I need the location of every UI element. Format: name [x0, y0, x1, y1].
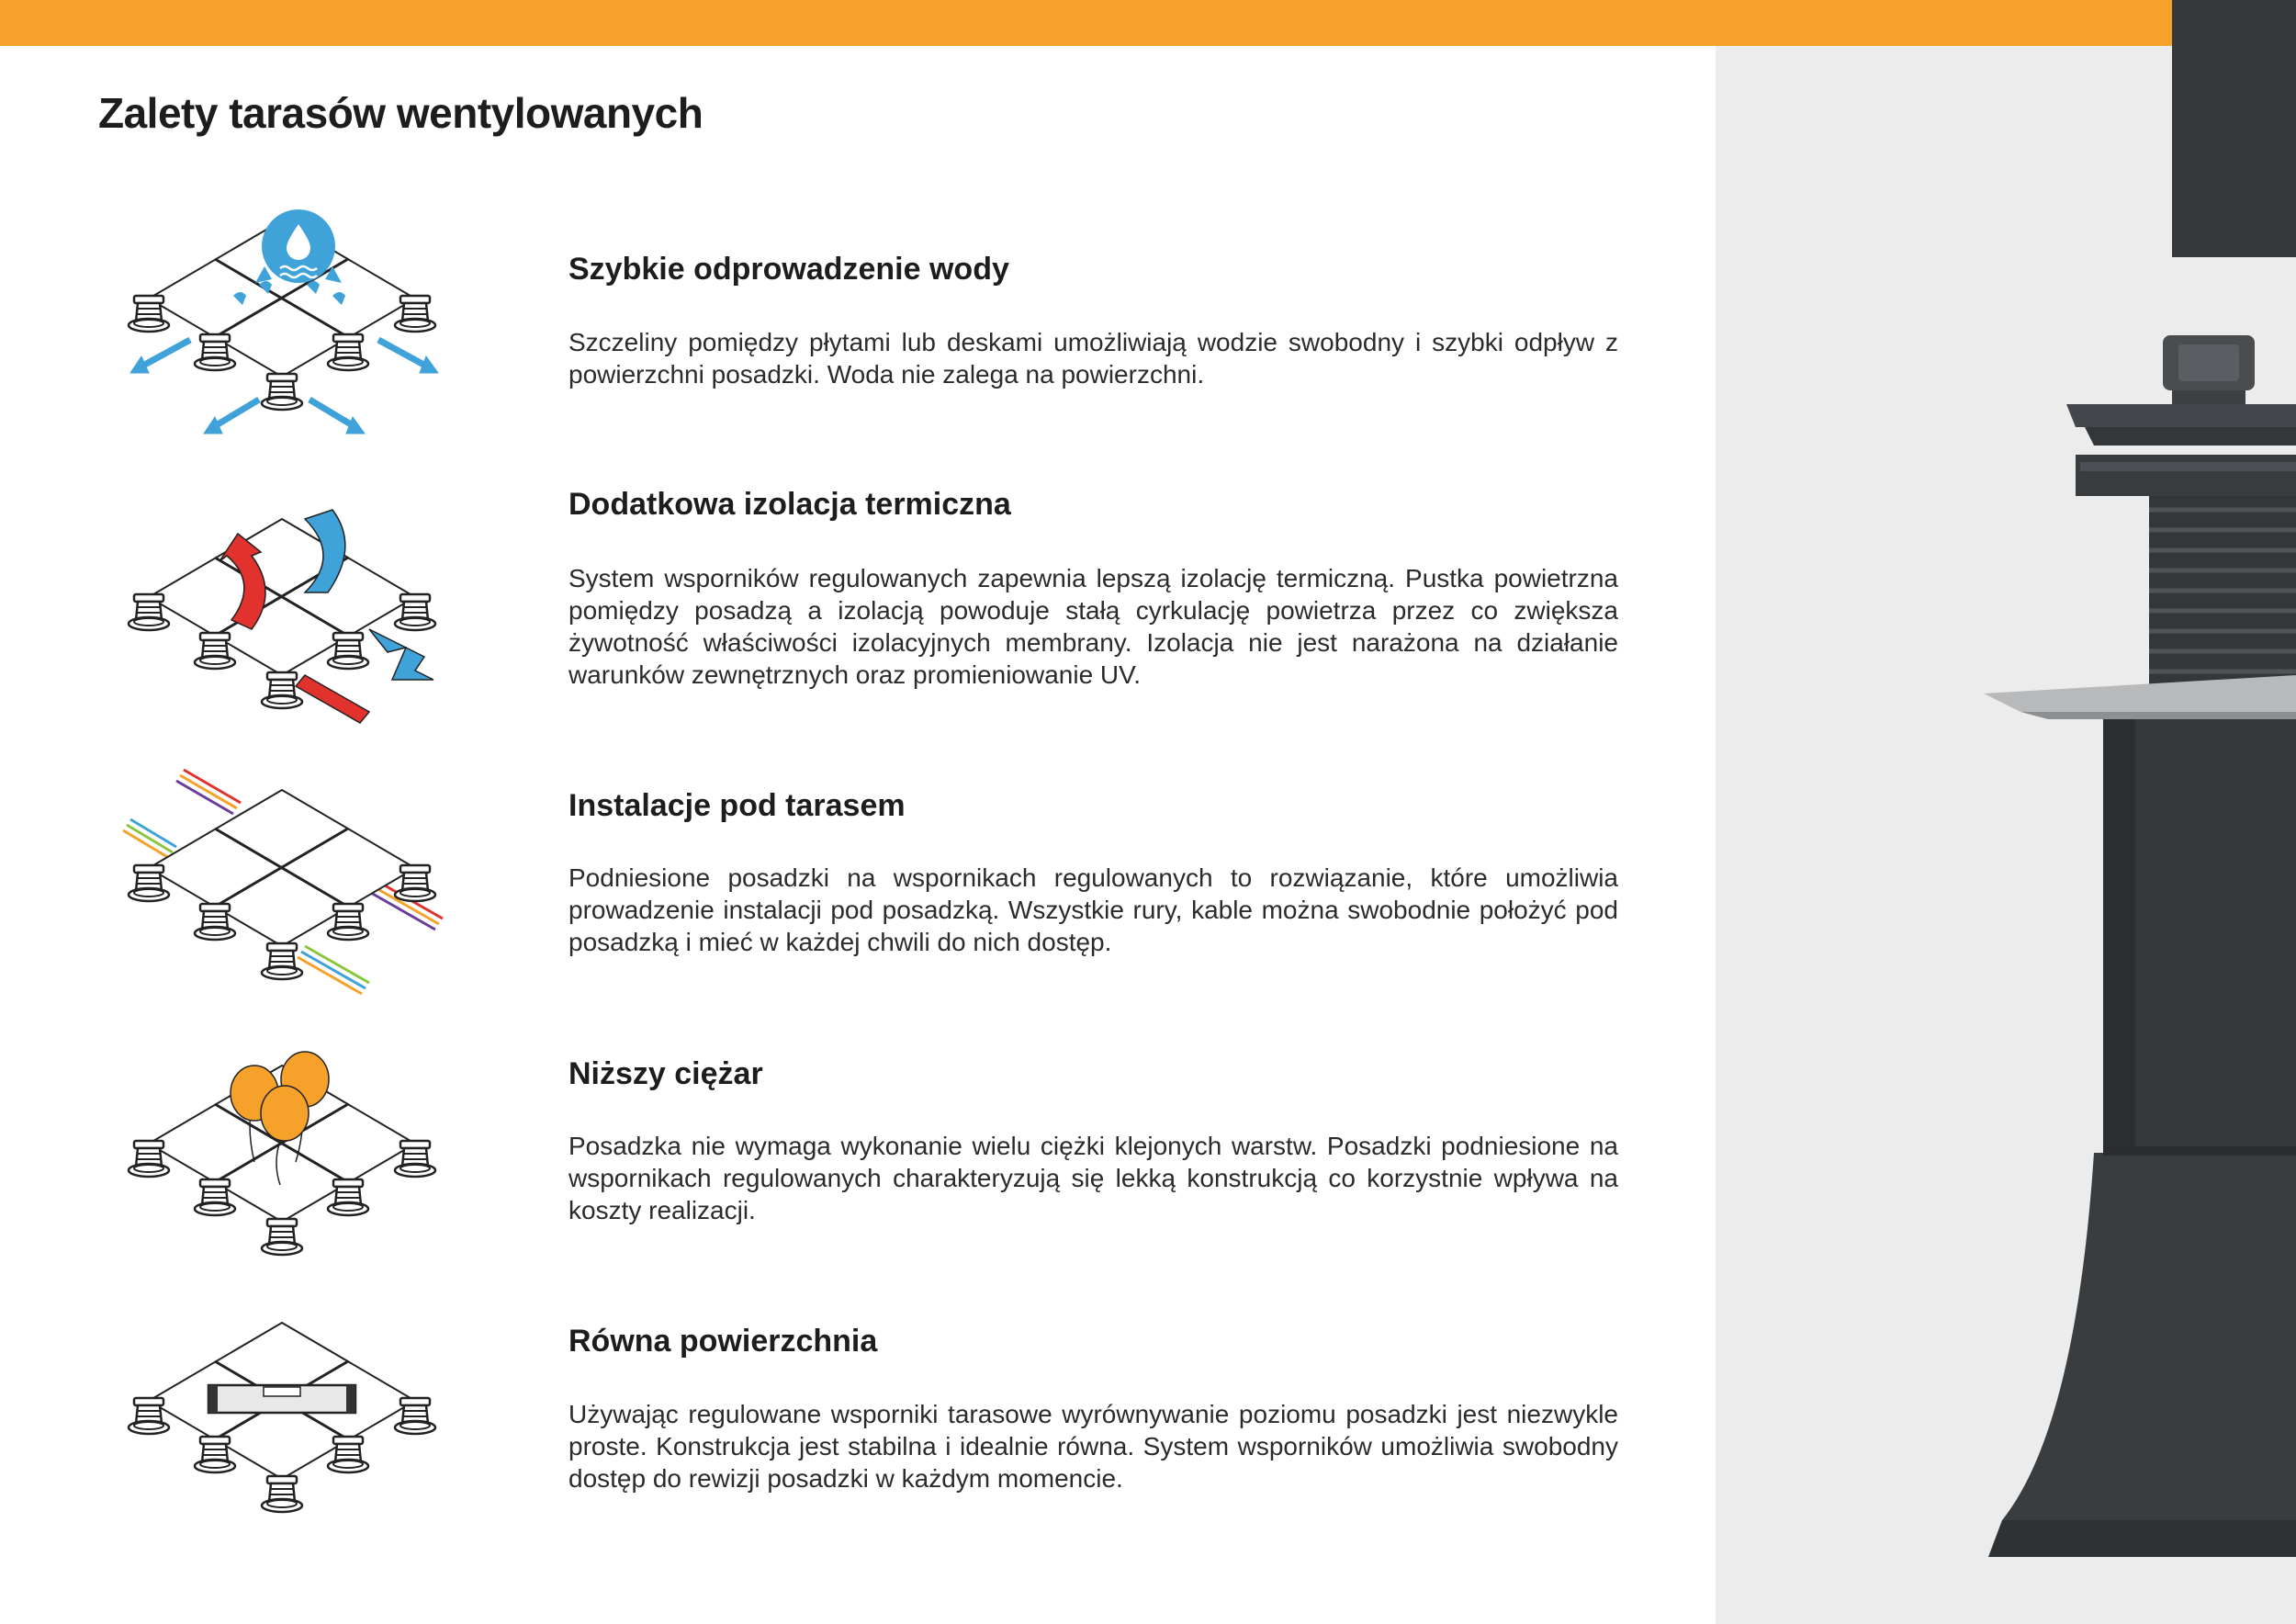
- feature-title-weight: Niższy ciężar: [568, 1056, 763, 1091]
- page-title: Zalety tarasów wentylowanych: [98, 89, 703, 137]
- spirit-level-icon: [103, 1295, 461, 1552]
- feature-text-water: Szczeliny pomiędzy płytami lub deskami umożliwiają wodzie swobodny i szybki odpływ z powierzchni posadzki. Woda nie zalega na powierzchni.: [568, 328, 1618, 389]
- corner-block: [2172, 0, 2296, 257]
- feature-text-weight: Posadzka nie wymaga wykonanie wielu ciężki klejonych warstw. Posadzki podniesione na wspornikach regulowanych charakteryzują się lekką konstrukcją co korzystnie wpływa na koszty realizacji.: [568, 1132, 1618, 1224]
- balloons-icon: [103, 1038, 461, 1295]
- thermal-insulation-icon: [103, 491, 461, 749]
- feature-text-flat: Używając regulowane wsporniki tarasowe wyrównywanie poziomu posadzki jest niezwykle proste. Konstrukcja jest stabilna i idealnie równa. System wsporników umożliwia swobodny dostęp do rewizji posadzki w każdym momencie.: [568, 1400, 1618, 1493]
- water-drainage-icon: [103, 193, 461, 450]
- feature-title-water: Szybkie odprowadzenie wody: [568, 252, 1009, 287]
- feature-text-installations: Podniesione posadzki na wspornikach regulowanych to rozwiązanie, które umożliwia prowadzenie instalacji pod posadzką. Wszystkie rury, kable można swobodnie położyć pod posadzką i mieć w każdej chwili do nich dostęp.: [568, 863, 1618, 956]
- feature-title-thermal: Dodatkowa izolacja termiczna: [568, 487, 1011, 522]
- feature-title-installations: Instalacje pod tarasem: [568, 788, 906, 823]
- feature-title-flat: Równa powierzchnia: [568, 1324, 878, 1359]
- pedestal-product-image: [1965, 326, 2296, 1594]
- installations-icon: [103, 762, 461, 1020]
- feature-text-thermal: System wsporników regulowanych zapewnia lepszą izolację termiczną. Pustka powietrzna pomiędzy posadzą a izolacją powoduje stałą cyrkulację powietrza przez co zwiększa żywotność właściwości izolacyjnych membrany. Izolacja nie jest narażona na działanie warunków zewnętrznych oraz promieniowanie UV.: [568, 564, 1618, 689]
- top-accent-bar: [0, 0, 2172, 46]
